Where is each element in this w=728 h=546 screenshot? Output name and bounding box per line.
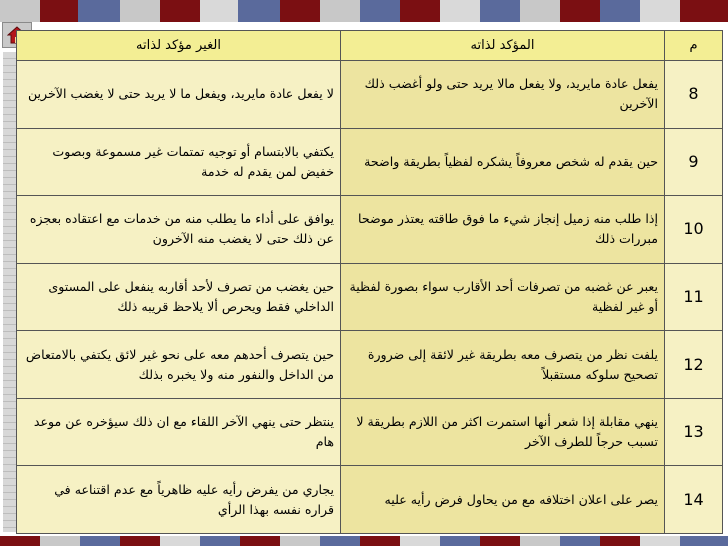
assertive-cell: يصر على اعلان اختلافه مع من يحاول فرض رأيه عليه <box>341 466 665 534</box>
decorative-top-strip <box>0 0 728 22</box>
non-assertive-cell: ينتظر حتى ينهي الآخر اللقاء مع ان ذلك سيؤخره عن موعد هام <box>17 398 341 466</box>
assertive-cell: يعبر عن غضبه من تصرفات أحد الأقارب سواء بصورة لفظية أو غير لفظية <box>341 263 665 331</box>
non-assertive-cell: يكتفي بالابتسام أو توجيه تمتمات غير مسموعة وبصوت خفيض لمن يقدم له خدمة <box>17 128 341 196</box>
row-number: 13 <box>665 398 723 466</box>
table-row <box>17 128 723 196</box>
comparison-table <box>16 30 723 534</box>
row-number: 12 <box>665 331 723 399</box>
header-non-assertive: الغير مؤكد لذاته <box>17 31 341 61</box>
non-assertive-cell: لا يفعل عادة مايريد، ويفعل ما لا يريد حتى لا يغضب الآخرين <box>17 61 341 129</box>
row-number: 8 <box>665 61 723 129</box>
non-assertive-cell: يجاري من يفرض رأيه عليه ظاهرياً مع عدم اقتناعه في قراره نفسه بهذا الرأي <box>17 466 341 534</box>
assertive-cell: ينهي مقابلة إذا شعر أنها استمرت اكثر من اللازم بطريقة لا تسبب حرجاً للطرف الآخر <box>341 398 665 466</box>
table-row <box>17 331 723 399</box>
row-number: 9 <box>665 128 723 196</box>
assertive-cell: إذا طلب منه زميل إنجاز شيء ما فوق طاقته يعتذر موضحا مبررات ذلك <box>341 196 665 264</box>
table-row <box>17 398 723 466</box>
table-row <box>17 196 723 264</box>
table-row <box>17 263 723 331</box>
decorative-bottom-strip <box>0 536 728 546</box>
header-assertive: المؤكد لذاته <box>341 31 665 61</box>
table-row <box>17 466 723 534</box>
header-number: م <box>665 31 723 61</box>
non-assertive-cell: حين يغضب من تصرف لأحد أقاربه ينفعل على المستوى الداخلي فقط ويحرص ألا يلاحظ قريبه ذلك <box>17 263 341 331</box>
assertive-cell: يلفت نظر من يتصرف معه بطريقة غير لائقة إلى ضرورة تصحيح سلوكه مستقبلاً <box>341 331 665 399</box>
assertive-cell: يفعل عادة مايريد، ولا يفعل مالا يريد حتى ولو أغضب ذلك الآخرين <box>341 61 665 129</box>
row-number: 10 <box>665 196 723 264</box>
table-header-row <box>17 31 723 61</box>
non-assertive-cell: حين يتصرف أحدهم معه على نحو غير لائق يكتفي بالامتعاض من الداخل والنفور منه ولا يخبره بذلك <box>17 331 341 399</box>
table-row <box>17 61 723 129</box>
non-assertive-cell: يوافق على أداء ما يطلب منه من خدمات مع اعتقاده بعجزه عن ذلك حتى لا يغضب منه الآخرون <box>17 196 341 264</box>
row-number: 14 <box>665 466 723 534</box>
assertive-cell: حين يقدم له شخص معروفاً يشكره لفظياً بطريقة واضحة <box>341 128 665 196</box>
row-number: 11 <box>665 263 723 331</box>
